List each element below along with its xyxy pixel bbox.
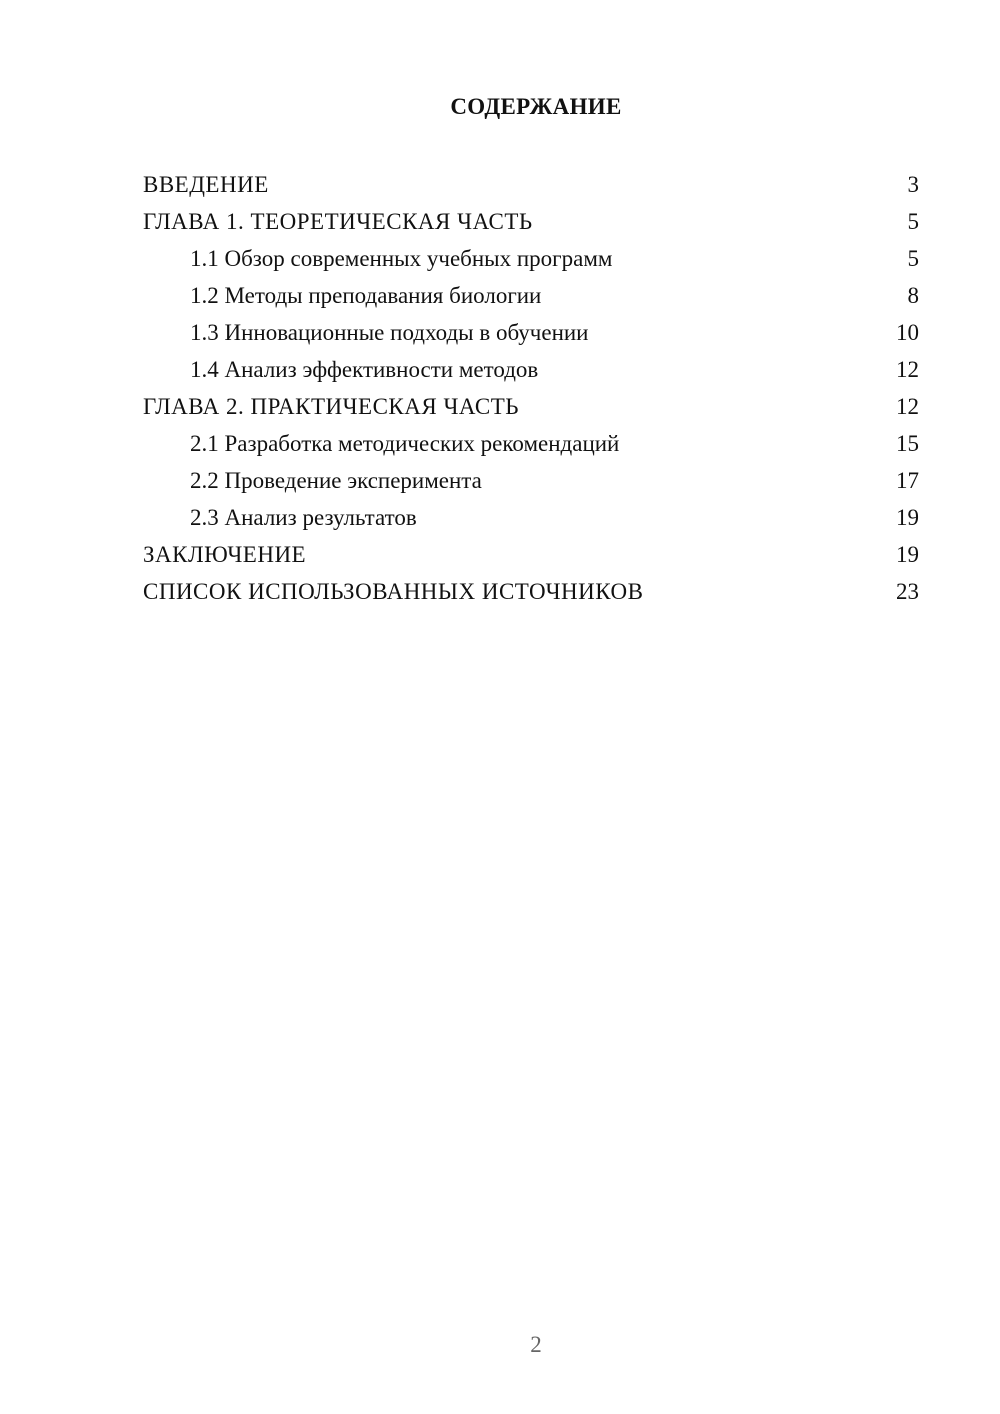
toc-entry[interactable]: [143, 388, 919, 425]
toc-entry-label: 1.2 Методы преподавания биологии: [190, 283, 542, 308]
toc-entry-label: СПИСОК ИСПОЛЬЗОВАННЫХ ИСТОЧНИКОВ: [143, 579, 644, 604]
toc-entry-page: 8: [907, 283, 919, 308]
toc-entry-label: ГЛАВА 1. ТЕОРЕТИЧЕСКАЯ ЧАСТЬ: [143, 209, 533, 234]
toc-entry-label: 1.3 Инновационные подходы в обучении: [190, 320, 589, 345]
table-of-contents: [143, 166, 919, 610]
toc-entry-page: 19: [896, 542, 919, 567]
toc-entry-label: 2.2 Проведение эксперимента: [190, 468, 482, 493]
page-number: 2: [530, 1332, 542, 1357]
toc-entry-page: 5: [907, 246, 919, 271]
toc-entry-page: 3: [907, 172, 919, 197]
toc-entry-label: 1.4 Анализ эффективности методов: [190, 357, 539, 382]
toc-entry-page: 12: [896, 394, 919, 419]
toc-entry[interactable]: [143, 203, 919, 240]
toc-entry-page: 5: [907, 209, 919, 234]
toc-subentry[interactable]: [143, 351, 919, 388]
toc-subentry[interactable]: [143, 462, 919, 499]
toc-entry-page: 15: [896, 431, 919, 456]
toc-subentry[interactable]: [143, 314, 919, 351]
toc-entry[interactable]: [143, 166, 919, 203]
toc-subentry[interactable]: [143, 499, 919, 536]
toc-entry-page: 19: [896, 505, 919, 530]
toc-entry-label: 1.1 Обзор современных учебных программ: [190, 246, 613, 271]
toc-entry[interactable]: [143, 573, 919, 610]
toc-subentry[interactable]: [143, 277, 919, 314]
toc-subentry[interactable]: [143, 425, 919, 462]
toc-entry[interactable]: [143, 536, 919, 573]
toc-entry-page: 10: [896, 320, 919, 345]
toc-subentry[interactable]: [143, 240, 919, 277]
toc-entry-label: ЗАКЛЮЧЕНИЕ: [143, 542, 307, 567]
toc-entry-page: 23: [896, 579, 919, 604]
toc-entry-page: 12: [896, 357, 919, 382]
toc-entry-page: 17: [896, 468, 919, 493]
toc-entry-label: 2.3 Анализ результатов: [190, 505, 417, 530]
toc-entry-label: ВВЕДЕНИЕ: [143, 172, 269, 197]
toc-title: СОДЕРЖАНИЕ: [450, 94, 622, 119]
toc-entry-label: 2.1 Разработка методических рекомендаций: [190, 431, 620, 456]
toc-entry-label: ГЛАВА 2. ПРАКТИЧЕСКАЯ ЧАСТЬ: [143, 394, 519, 419]
